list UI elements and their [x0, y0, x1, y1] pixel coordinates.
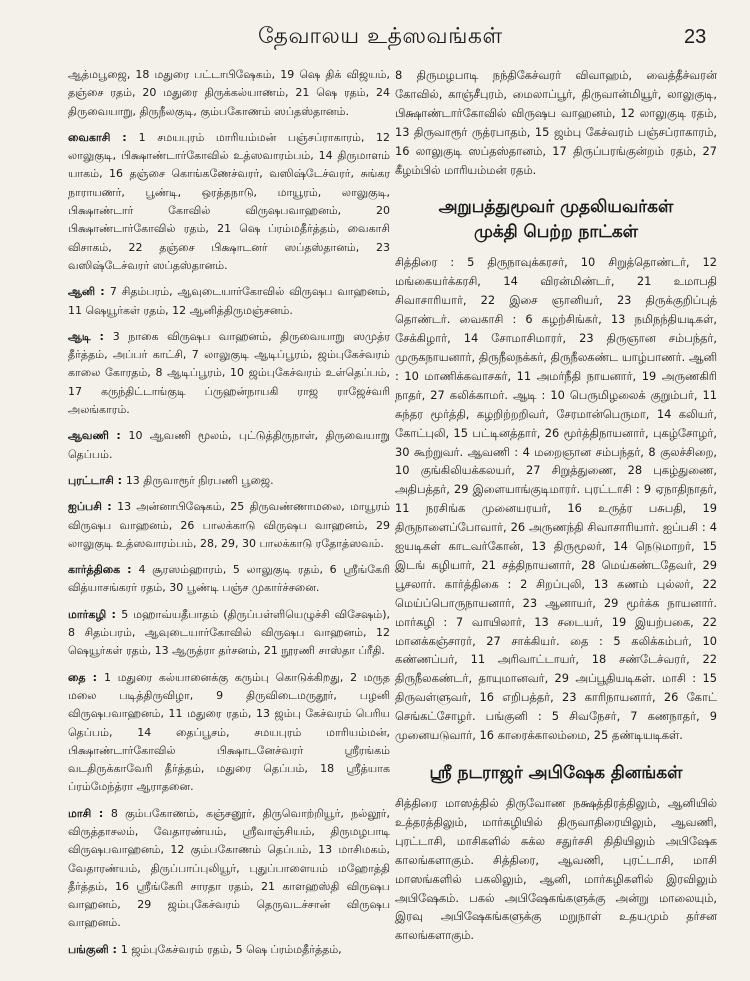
page-number: 23 — [684, 26, 707, 48]
abhisheka-text: சித்திரை மாஸத்தில் திருவோண நக்ஷத்திரத்திலும், ஆனியில் உத்தரத்திலும், மார்கழியில் திருவாதிரையிலும், ஆவணி, புரட்டாசி, மாசிகளில் சுக்ல சதுர்சசி திதியிலும் அபிஷேக காலங்களாகும். சித்திரை, ஆவணி, புரட்டாசி, மாசி மாஸங்களில் பகலிலும், ஆனி, மார்கழிகளில் இரவிலும் அபிஷேகம். பகல் அபிஷேகங்களுக்கு அன்று மாலையும், இரவு அபிஷேகங்களுக்கு மறுநாள் உதயமும் தர்சன காலங்களாகும். — [395, 796, 717, 943]
paragraph — [68, 129, 390, 279]
paragraph — [68, 498, 390, 557]
paragraph — [68, 283, 390, 324]
month-label: மாசி : — [68, 806, 111, 820]
festival-list: 7 சிதம்பரம், ஆவுடையார்கோவில் விருஷப வாஹனம், 11 ஷெயூர்கள் ரதம், 12 ஆனித்திருமஞ்சனம். — [68, 285, 390, 317]
festival-list: 13 அன்னாபிஷேகம், 25 திருவண்ணாமலை, மாயூரம் விருஷப வாஹனம், 26 பாலக்காடு விருஷப வாஹனம், 29 லாலுகுடி உத்ஸவாரம்பம், 28, 29, 30 பாலக்காடு ரதோத்ஸவம். — [68, 500, 390, 550]
month-label: ஆனி : — [68, 285, 110, 299]
left-column — [68, 66, 390, 967]
continued-paragraph: 8 திருமழபாடி நந்திகேச்வரர் விவாஹம், வைத்தீச்வரன் கோவில், காஞ்சீபுரம், மைலாப்பூர், திருவான்மியூர், லாலுகுடி, பிக்ஷாண்டார்கோவில் விருஷப வாஹனம், 12 லாலுகுடி ரதம், 13 திருவாரூர் ருத்ரபாதம், 15 ஜம்பு கேச்வரம் பஞ்சப்ராகாரம், 16 லாலுகுடி ஸப்தஸ்தானம், 17 திருப்பரங்குன்றம் ரதம், 27 கீழம்பில் மாரியம்மன் ரதம். — [395, 68, 717, 177]
abhisheka-section-title: ஸ்ரீ நடராஜர் அபிஷேக தினங்கள் — [429, 763, 683, 783]
section-title-line: அறுபத்துமூவர் முதலியவர்கள் — [438, 197, 674, 218]
page-header — [0, 18, 750, 58]
paragraph — [68, 941, 390, 963]
month-label: தை : — [68, 670, 105, 684]
festival-list: 3 நாகை விருஷப வாஹனம், திருவையாறு ஸமுத்ர தீர்த்தம், அப்பர் காட்சி, 7 லாலுகுடி ஆடிப்பூரம், ஜம்புகேச்வரம் காலை கோரதம், 8 ஆடிப்பூரம், 10 ஜம்புகேச்வரம் உள்தெப்பம், 17 கருந்திட்டாங்குடி ப்ருஹன்நாயகி ராஜ ராஜேச்வரி அலங்காரம். — [68, 329, 390, 417]
paragraph — [68, 606, 390, 665]
month-label: ஆடி : — [68, 329, 113, 343]
nayanmar-list: சித்திரை : 5 திருநாவுக்கரசர், 10 சிறுத்தொண்டர், 12 மங்கையர்க்கரசி, 14 விரன்மிண்டர், 21 உமாபதி சிவாசாரியார், 22 இசை ஞானியர், 23 திருக்குறிப்புத் தொண்டர். வைகாசி : 6 கழற்சிங்கர், 13 நமிநந்தியடிகள், சேக்கிழார், 14 சோமாசிமாரர், 23 திருஞான சம்பந்தர், முருகநாயனார், திருநீலநக்கர், திருநீலகண்ட யாழ்பாணர். ஆனி : 10 மாணிக்கவாசகர், 11 அமர்நீதி நாயனார், 19 அருணகிரி நாதர், 27 கலிக்காமர். ஆடி : 10 பெருமிழலைக் குறும்பர், 11 சுந்தர மூர்த்தி, கழறிற்றறிவர், சேரமான்பெருமா, 14 கலியர், கோட்புலி, 15 பட்டினத்தார், 26 மூர்த்திநாயனார், புகழ்சோழர், 30 கூற்றுவர். ஆவணி : 4 மறைஞான சம்பந்தர், 8 குலச்சிறை, 10 குங்கிலியக்கலயர், 27 சிறுத்துணை, 28 புகழ்துணை, அதிபத்தர், 29 இளையாங்குடிமாரர். புரட்டாசி : 9 ஏநாதிநாதர், 11 நரசிங்க முனையரயர், 16 உருத்ர பசுபதி, 19 திருநாளைப்போவார், 26 அருணந்தி சிவாசாரியார். ஐப்பசி : 4 ஐயடிகள் காடவர்கோன், 13 திருமூலர், 14 நெடுமாறர், 15 இடங் கழியார், 21 சத்திநாயனார், 28 மெய்கண்டதேவர், 29 பூசலார். கார்த்திகை : 2 சிறப்புலி, 13 கணம் புல்லர், 22 மெய்ப்பொருநாயனார், 23 ஆனாயர், 29 மூர்க்க நாயனார். மார்கழி : 7 வாயிலார், 13 சடையர், 19 இயற்பகை, 22 மானக்கஞ்சாரர், 27 சாக்கியர். தை : 5 கலிக்கம்பர், 10 கண்ணப்பர், 11 அரிவாட்டாயர், 18 சண்டேச்வரர், 22 திருநீலகண்டர், தாயுமானவர், 29 அப்பூதியடிகள். மாசி : 15 திருவள்ளுவர், 16 எறிபத்தர், 23 காரிநாயனார், 26 கோட் செங்கட்சோழர். பங்குனி : 5 சிவநேசர், 7 கணநாதர், 9 முனையடுவார், 16 காரைக்காலம்மை, 25 தண்டியடிகள். — [395, 255, 717, 743]
month-label: கார்த்திகை : — [68, 563, 139, 577]
paragraph — [68, 427, 390, 468]
festival-list: ஆத்மபூஜை, 18 மதுரை பட்டாபிஷேகம், 19 ஷெ திக் விஜயம், தஞ்சை ரதம், 20 மதுரை திருக்கல்யாணம், 21 ஷெ ரதம், 24 திருவையாறு, திருநீலகுடி, கும்பகோணம் ஸப்தஸ்தானம். — [68, 68, 390, 118]
nayanmar-section-title — [395, 195, 717, 245]
paragraph — [68, 669, 390, 801]
month-label: ஆவணி : — [68, 429, 129, 443]
festival-list: 5 மஹாவ்யதீபாதம் (திருப்பள்ளியெழுச்சி விசேஷம்), 8 சிதம்பரம், ஆவுடையார்கோவில் விருஷப வாஹனம், 12 ஷெயூர்கள் ரதம், 13 ஆருத்ரா தர்சனம், 21 நூரணி சாஸ்தா ப்ரீதி. — [68, 607, 390, 658]
festival-list: 13 திருவாரூர் நிரபணி பூஜை. — [125, 473, 274, 487]
festival-list: 1 மதுரை கல்யானைக்கு கரும்பு கொடுக்கிறது, 2 மருத மலை படித்திருவிழா, 9 திருவிடைமருதூர், பழனி விருஷபவாஹனம், 11 மதுரை ரதம், 13 ஜம்பு கேச்வரம் பெரிய தெப்பம், 14 தைப்பூசம், சமயபுரம் மாரியம்மன், பிக்ஷாண்டார்கோவில் பிக்ஷாடனேச்வரர் ஸ்ரீரங்கம் வடதிருக்காவேரி தீர்த்தம், மதுரை தெப்பம், 18 ஸ்ரீத்யாக ப்ரம்மேந்த்ரா ஆராதனை. — [68, 670, 390, 794]
festival-list: 8 கும்பகோணம், கஞ்சனூர், திருவொற்றியூர், நல்லூர், விருத்தாசலம், வேதாரண்யம், ஸ்ரீவாஞ்சியம், திருமழபாடி விருஷபவாஹனம், 12 கும்பகோணம் தெப்பம், 13 மாசிமகம், வேதாரண்யம், திருப்பாப்புலியூர், புதுப்பாளையம் மஹோத்தி தீர்த்தம், 16 ஸ்ரீங்கேரி சாரதா ரதம், 21 காளஹஸ்தி விருஷப வாஹனம், 29 ஜம்புகேச்வரம் தெருவடச்சான் விருஷப வாஹனம். — [68, 806, 390, 930]
festival-list: 1 ஜம்புகேச்வரம் ரதம், 5 ஷெ ப்ரம்மதீர்த்தம், — [120, 942, 342, 956]
month-label: பங்குனி : — [68, 942, 121, 956]
paragraph — [68, 328, 390, 423]
paragraph — [68, 805, 390, 937]
paragraph — [68, 66, 390, 125]
right-column — [395, 66, 717, 953]
festival-list: 10 ஆவணி மூலம், புட்டுத்திருநாள், திருவையாறு தெப்பம். — [68, 429, 390, 461]
paragraph — [68, 472, 390, 494]
festival-list: 1 சமயபுரம் மாரியம்மன் பஞ்சப்ராகாரம், 12 லாலுகுடி, பிக்ஷாண்டார்கோவில் உத்ஸவாரம்பம், 14 திருமாளம் யாகம், 16 தஞ்சை கொங்கணேச்வரர், வஸிஷ்டேச்வரர், சுங்கர நாராயணர், பூண்டி, ஒரத்தநாடு, மாயூரம், லாலுகுடி, பிக்ஷாண்டார் கோவில் விருஷபவாஹனம், 20 பிக்ஷாண்டார்கோவில் ரதம், 21 ஷெ ப்ரம்மதீர்த்தம், வைகாசி விசாகம், 22 தஞ்சை பிக்ஷாடனர் ஸப்தஸ்தானம், 23 வஸிஷ்டேச்வரர் ஸப்தஸ்தானம். — [68, 130, 390, 272]
month-label: மார்கழி : — [68, 607, 122, 621]
festival-list: 4 சூரஸம்ஹாரம், 5 லாலுகுடி ரதம், 6 ஸ்ரீங்கேரி வித்யாசங்கரர் ரதம், 30 பூண்டி பஞ்ச முகார்ச்சனை. — [68, 563, 390, 595]
month-label: வைகாசி : — [68, 130, 139, 144]
month-label: ஐப்பசி : — [68, 500, 118, 514]
paragraph — [68, 561, 390, 602]
section-title-line: முக்தி பெற்ற நாட்கள் — [473, 222, 639, 243]
running-title: தேவாலய உத்ஸவங்கள் — [258, 24, 503, 49]
month-label: புரட்டாசி : — [68, 473, 126, 487]
